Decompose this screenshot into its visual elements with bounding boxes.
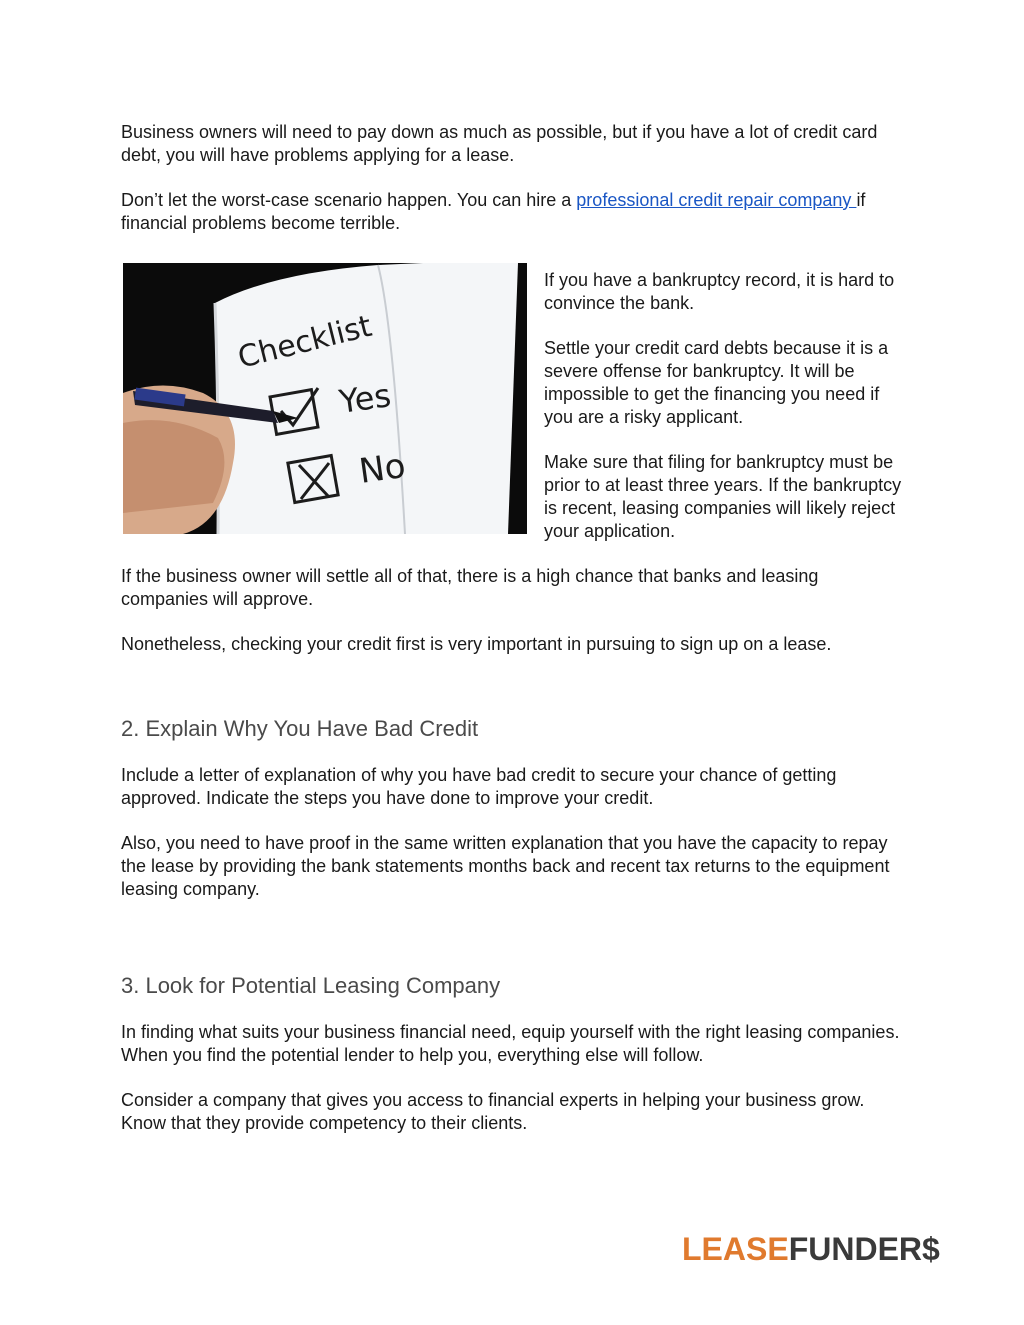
checklist-word: Checklist	[234, 308, 376, 376]
paragraph-filing-bankruptcy: Make sure that filing for bankruptcy must be prior to at least three years. If the bankruptcy is recent, leasing companies will likely reject your application.	[544, 452, 902, 541]
paragraph-credit-repair	[121, 189, 906, 235]
paragraph-approval: If the business owner will settle all of that, there is a high chance that banks and leasing companies will approve.	[121, 566, 819, 609]
leasefunders-logo	[682, 1231, 940, 1267]
image-text-block	[121, 263, 906, 543]
paragraph-check-credit: Nonetheless, checking your credit first is very important in pursuing to sign up on a lease.	[121, 634, 832, 654]
section-heading-bad-credit: 2. Explain Why You Have Bad Credit	[121, 716, 479, 741]
yes-word: Yes	[336, 376, 394, 421]
checklist-photo	[123, 263, 527, 534]
logo-lease: LEASE	[682, 1231, 789, 1267]
paragraph-settle-debts: Settle your credit card debts because it is a severe offense for bankruptcy. It will be impossible to get the financing you need if you are a risky applicant.	[544, 338, 889, 427]
paragraph-bankruptcy-record: If you have a bankruptcy record, it is hard to convince the bank.	[544, 270, 895, 313]
credit-repair-link[interactable]: professional credit repair company	[576, 190, 857, 210]
paragraph-debt: Business owners will need to pay down as much as possible, but if you have a lot of credit card debt, you will have problems applying for a lease.	[121, 122, 878, 165]
paragraph-credit-repair-tail: if financial problems become terrible.	[121, 190, 866, 233]
paragraph-financial-experts: Consider a company that gives you access to financial experts in helping your business grow. Know that they provide competency to their clients.	[121, 1090, 865, 1133]
section-heading-leasing-company: 3. Look for Potential Leasing Company	[121, 973, 501, 998]
no-word: No	[356, 445, 409, 492]
paragraph-finding-company: In finding what suits your business financial need, equip yourself with the right leasing companies. When you find the potential lender to help you, everything else will follow.	[121, 1022, 900, 1065]
paragraph-credit-repair-text: Don’t let the worst-case scenario happen. You can hire a	[121, 190, 577, 210]
paragraph-explanation-letter: Include a letter of explanation of why you have bad credit to secure your chance of getting approved. Indicate the steps you have done to improve your credit.	[121, 765, 837, 808]
paragraph-proof-capacity: Also, you need to have proof in the same written explanation that you have the capacity to repay the lease by providing the bank statements months back and recent tax returns to the equipment leasing company.	[121, 833, 890, 899]
logo-funders: FUNDER$	[788, 1231, 940, 1267]
document-body	[121, 121, 906, 1135]
checklist-illustration	[123, 263, 527, 534]
